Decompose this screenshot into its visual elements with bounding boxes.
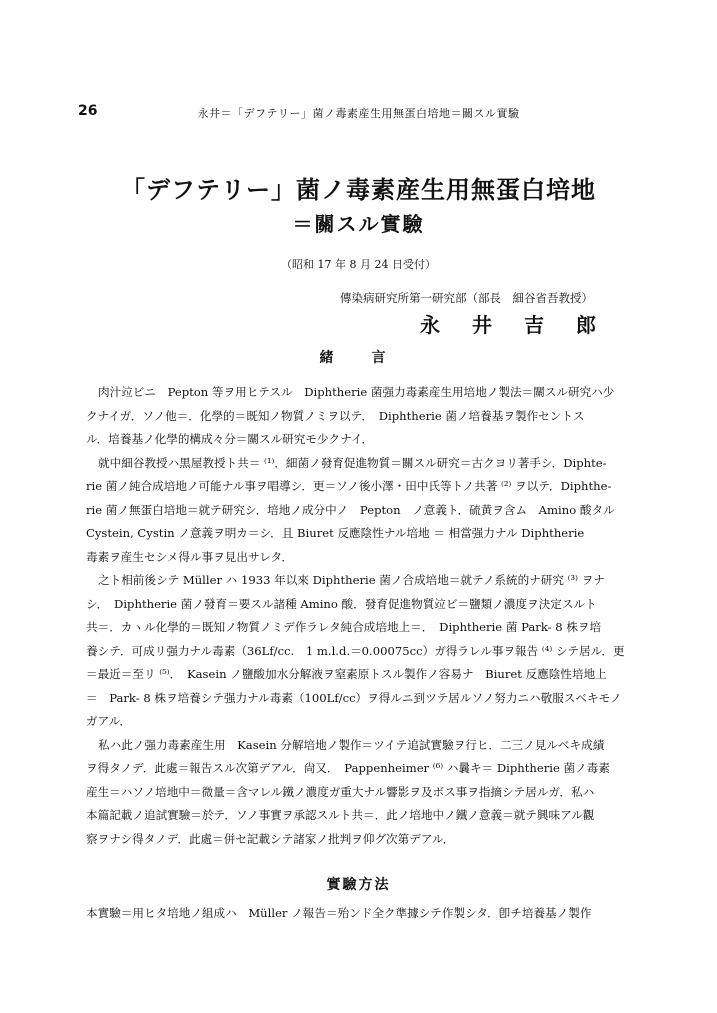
- text-line: 私ハ此ノ强力毒素産生用 Kasein 分解培地ノ製作＝ツイテ追試實驗ヲ行ヒ．二三ノ見ルベキ成績: [98, 737, 605, 752]
- text-line: 毒素ヲ産生セシメ得ル事ヲ見出サレタ．: [86, 549, 293, 564]
- text-line: ガアル．: [86, 714, 131, 728]
- text-line: 察ヲナシ得タノデ．此處＝併セ記載シテ諸家ノ批判ヲ仰グ次第デアル．: [86, 831, 455, 846]
- page-number: 26: [78, 103, 98, 119]
- page-header: [74, 103, 643, 125]
- text-line: 共＝．カヽル化學的＝既知ノ物質ノミデ作ラレタ純合成培地上＝． Diphtherie 菌 Park- 8 株ヲ培: [86, 620, 602, 634]
- paper-title-line1: 「デフテリー」菌ノ毒素産生用無蛋白培地: [121, 175, 596, 204]
- text-line: 就中細谷教授ハ黒屋教授ト共＝ ⁽¹⁾．細菌ノ發育促進物質＝關スル研究＝古クヨリ著手シ．Diphte-: [98, 455, 607, 470]
- text-line: ＝最近＝至リ ⁽⁵⁾． Kasein ノ鹽酸加水分解液ヲ窒素原トスル製作ノ容易ナ Biuret 反應陰性培地上: [86, 667, 607, 681]
- received-date: （昭和 17 年 8 月 24 日受付）: [281, 258, 436, 271]
- author-affiliation: 傳染病研究所第一研究部（部長 細谷省吾教授）: [340, 291, 593, 305]
- text-line: 産生＝ハソノ培地中＝微量＝含マレル鐵ノ濃度ガ重大ナル響影ヲ及ボス事ヲ指摘シテ居ルガ．私ハ: [86, 784, 595, 799]
- text-line: 之ト相前後シテ Müller ハ 1933 年以來 Diphtherie 菌ノ合成培地＝就テノ系統的ナ研究 ⁽³⁾ ヲナ: [98, 573, 605, 587]
- author-name: 永井吉郎: [420, 313, 628, 337]
- text-line: シ． Diphtherie 菌ノ發育＝要スル諸種 Amino 酸．發育促進物質竝ビ＝鹽類ノ濃度ヲ決定スルト: [86, 596, 597, 611]
- text-line: 本實驗＝用ヒタ培地ノ組成ハ Müller ノ報告＝殆ンド全ク準據シテ作製シタ．卽チ培養基ノ製作: [86, 906, 592, 920]
- text-line: 肉汁竝ビニ Pepton 等ヲ用ヒテスル Diphtherie 菌强力毒素産生用培地ノ製法＝關スル研究ハ少: [98, 385, 615, 399]
- introduction-body: [86, 381, 646, 851]
- text-line: ル．培養基ノ化學的構成々分＝關スル研究モ少クナイ．: [86, 432, 374, 446]
- text-line: クナイガ．ソノ他＝．化學的＝既知ノ物質ノミヲ以テ． Diphtherie 菌ノ培養基ヲ製作セントス: [86, 408, 585, 423]
- text-line: rie 菌ノ純合成培地ノ可能ナル事ヲ唱導シ．更＝ソノ後小澤・田中氏等トノ共著 ⁽²⁾ ヲ以テ．Diphthe-: [86, 479, 612, 493]
- methods-body: [86, 902, 646, 926]
- paper-title-line2: ＝關スル實驗: [292, 212, 425, 236]
- text-line: rie 菌ノ無蛋白培地＝就テ研究シ．培地ノ成分中ノ Pepton ノ意義ト．硫黄ヲ含ム Amino 酸タル: [86, 502, 615, 517]
- text-line: ヲ得タノデ．此處＝報告スル次第デアル．尙又． Pappenheimer ⁽⁶⁾ ハ曩キ＝ Diphtherie 菌ノ毒素: [86, 761, 610, 775]
- section-heading-introduction: 緒 言: [319, 350, 398, 366]
- text-line: Cystein, Cystin ノ意義ヲ明カ＝シ．且 Biuret 反應陰性ナル培地 ＝ 相當强力ナル Diphtherie: [86, 526, 585, 540]
- section-heading-methods: 實驗方法: [326, 877, 391, 893]
- text-line: ＝ Park- 8 株ヲ培養シテ强力ナル毒素（100Lf/cc）ヲ得ルニ到ツテ居ルソノ努力ニハ敬服スベキモノ: [86, 690, 622, 705]
- text-line: 養シテ．可成リ强力ナル毒素（36Lf/cc. 1 m.l.d.＝0.00075cc）ガ得ラレル事ヲ報告 ⁽⁴⁾ シテ居ル．更: [86, 643, 625, 658]
- running-title: 永井＝「デフテリー」菌ノ毒素産生用無蛋白培地＝關スル實驗: [197, 107, 520, 120]
- text-line: 本篇記載ノ追試實驗＝於テ．ソノ事實ヲ承認スルト共＝．此ノ培地中ノ鐵ノ意義＝就テ興味アル觀: [86, 808, 595, 822]
